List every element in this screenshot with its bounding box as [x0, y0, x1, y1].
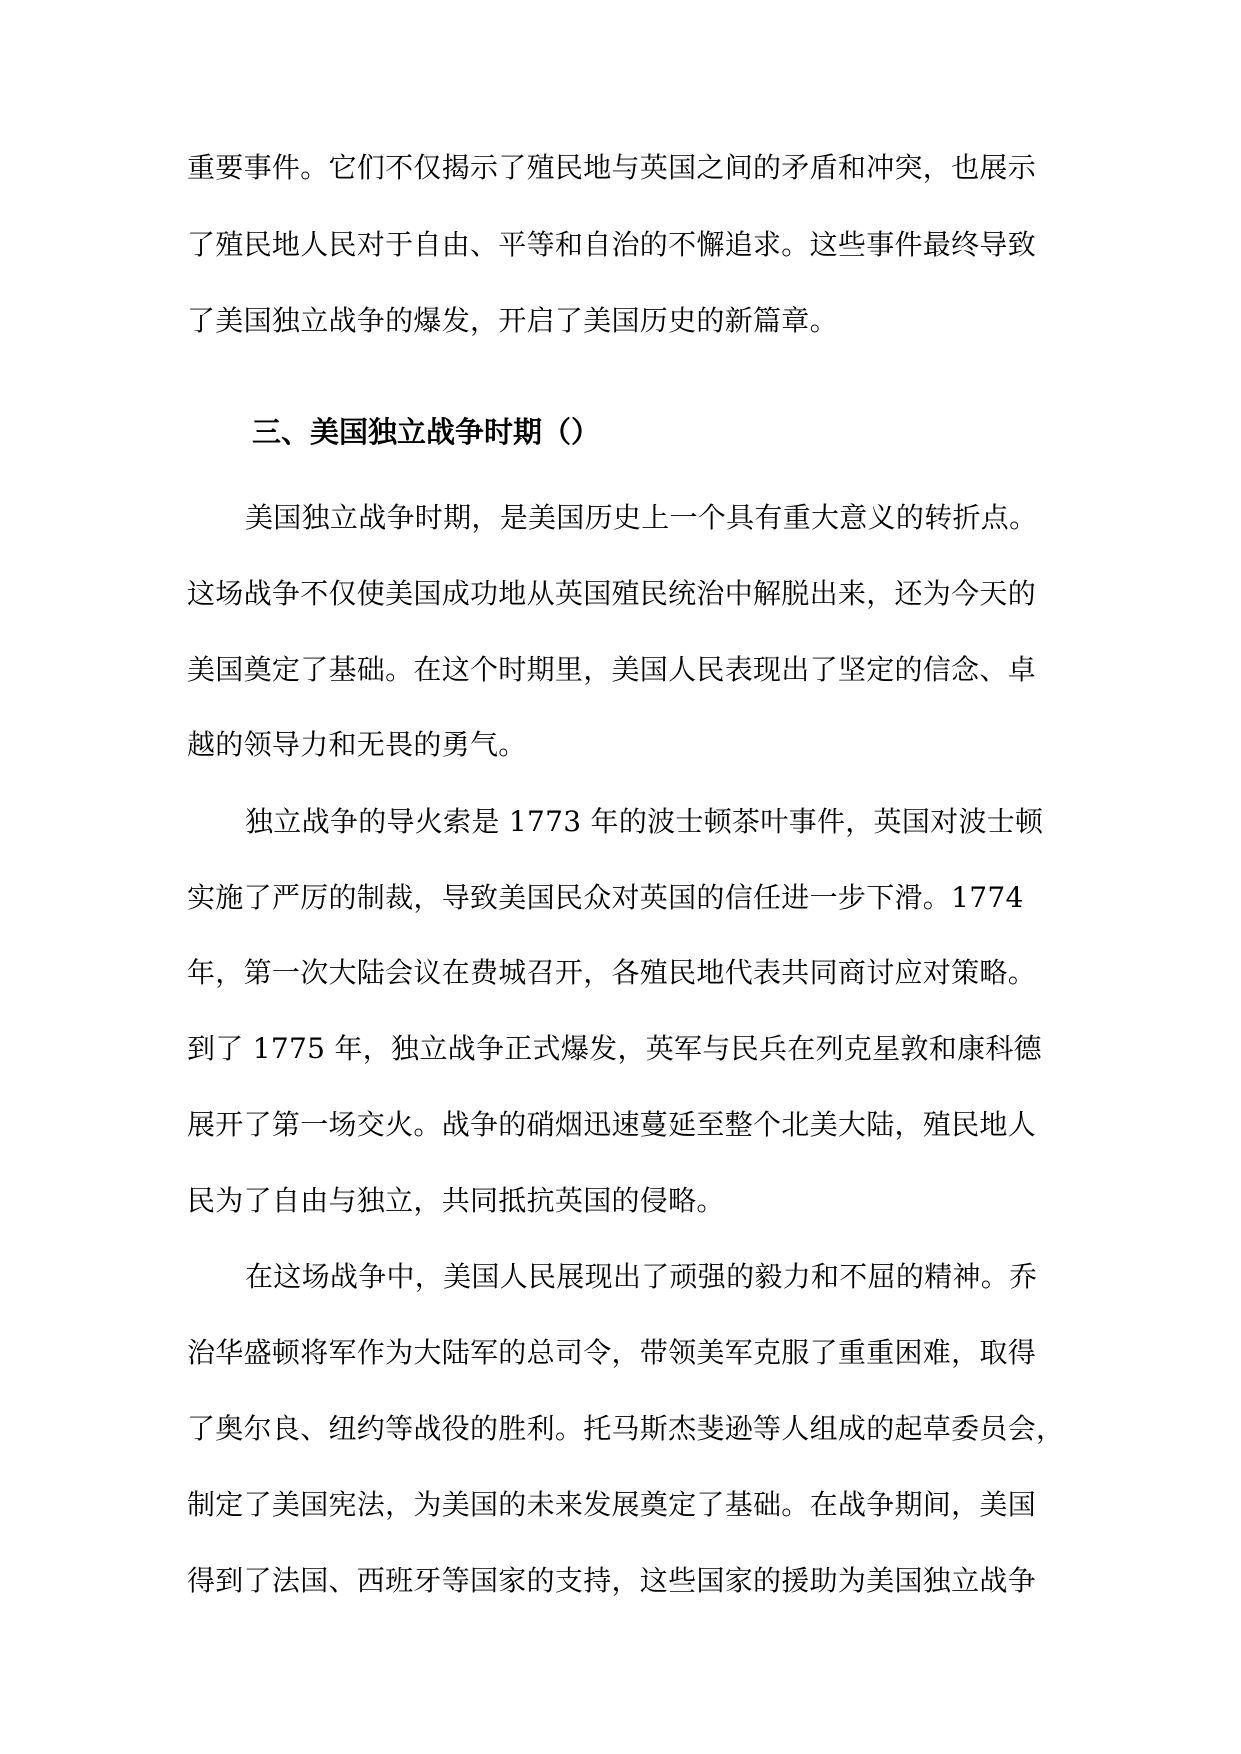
- paragraph-line: 独立战争的导火索是 1773 年的波士顿茶叶事件，英国对波士顿: [245, 805, 1044, 838]
- paragraph-line: 了美国独立战争的爆发，开启了美国历史的新篇章。: [187, 304, 838, 337]
- paragraph-line: 了奥尔良、纽约等战役的胜利。托马斯杰斐逊等人组成的起草委员会，: [187, 1412, 1065, 1445]
- paragraph-line: 展开了第一场交火。战争的硝烟迅速蔓延至整个北美大陆，殖民地人: [187, 1108, 1037, 1141]
- paragraph-line: 这场战争不仅使美国成功地从英国殖民统治中解脱出来，还为今天的: [187, 577, 1037, 610]
- paragraph-line: 治华盛顿将军作为大陆军的总司令，带领美军克服了重重困难，取得: [187, 1336, 1037, 1369]
- section-heading: 三、美国独立战争时期（）: [252, 415, 601, 449]
- paragraph-line: 重要事件。它们不仅揭示了殖民地与英国之间的矛盾和冲突，也展示: [187, 151, 1037, 184]
- paragraph-line: 民为了自由与独立，共同抵抗英国的侵略。: [187, 1184, 725, 1217]
- paragraph-line: 在这场战争中，美国人民展现出了顽强的毅力和不屈的精神。乔: [245, 1260, 1038, 1293]
- paragraph-line: 越的领导力和无畏的勇气。: [187, 728, 527, 761]
- paragraph-line: 制定了美国宪法，为美国的未来发展奠定了基础。在战争期间，美国: [187, 1488, 1037, 1521]
- paragraph-line: 美国奠定了基础。在这个时期里，美国人民表现出了坚定的信念、卓: [187, 653, 1037, 686]
- paragraph-line: 美国独立战争时期，是美国历史上一个具有重大意义的转折点。: [245, 501, 1038, 534]
- paragraph-line: 到了 1775 年，独立战争正式爆发，英军与民兵在列克星敦和康科德: [187, 1032, 1042, 1065]
- paragraph-line: 得到了法国、西班牙等国家的支持，这些国家的援助为美国独立战争: [187, 1564, 1037, 1597]
- paragraph-line: 实施了严厉的制裁，导致美国民众对英国的信任进一步下滑。1774: [187, 881, 1024, 914]
- paragraph-line: 年，第一次大陆会议在费城召开，各殖民地代表共同商讨应对策略。: [187, 956, 1037, 989]
- paragraph-line: 了殖民地人民对于自由、平等和自治的不懈追求。这些事件最终导致: [187, 228, 1037, 261]
